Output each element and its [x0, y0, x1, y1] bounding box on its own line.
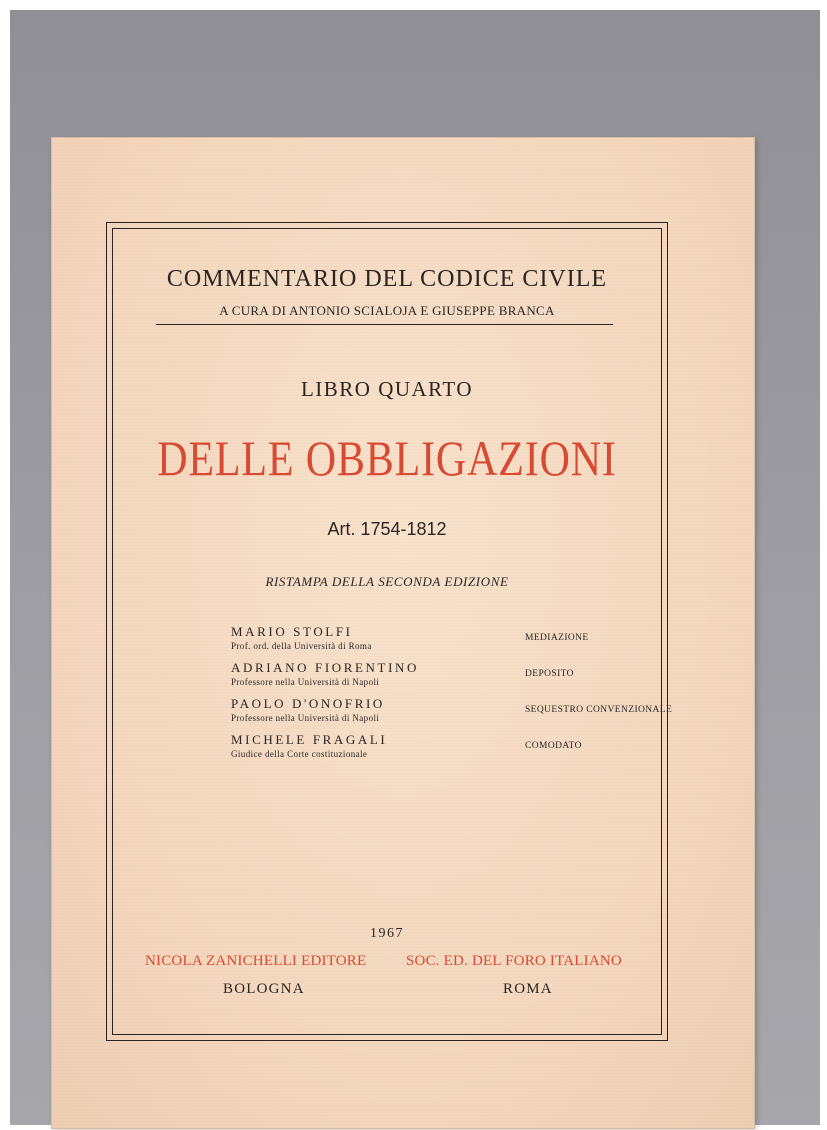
- edition-note: RISTAMPA DELLA SECONDA EDIZIONE: [265, 574, 509, 589]
- header-divider: [156, 324, 613, 325]
- series-title: COMMENTARIO DEL CODICE CIVILE: [166, 266, 608, 292]
- author-topic: COMODATO: [525, 741, 582, 751]
- author-entry: [231, 696, 673, 723]
- cover-frame: [106, 222, 673, 1041]
- author-topic: DEPOSITO: [525, 669, 574, 679]
- book-cover: [52, 138, 754, 1128]
- author-name: ADRIANO FIORENTINO: [231, 660, 419, 675]
- book-number: LIBRO QUARTO: [300, 377, 474, 401]
- author-affiliation: Professore nella Università di Napoli: [231, 677, 380, 687]
- author-affiliation: Professore nella Università di Napoli: [231, 713, 380, 723]
- author-name: PAOLO D'ONOFRIO: [231, 696, 385, 711]
- publisher-city: BOLOGNA: [223, 981, 305, 997]
- publisher-city: ROMA: [503, 981, 553, 997]
- author-entry: [231, 660, 574, 687]
- author-entry: [231, 732, 582, 759]
- author-entry: [231, 624, 589, 651]
- author-affiliation: Giudice della Corte costituzionale: [231, 749, 368, 759]
- main-title: DELLE OBBLIGAZIONI: [157, 430, 617, 486]
- article-range: Art. 1754-1812: [327, 519, 447, 539]
- publisher-name: SOC. ED. DEL FORO ITALIANO: [406, 953, 622, 969]
- publisher-name: NICOLA ZANICHELLI EDITORE: [145, 953, 367, 969]
- author-affiliation: Prof. ord. della Università di Roma: [231, 641, 372, 651]
- author-topic: MEDIAZIONE: [525, 633, 589, 643]
- series-editors: A CURA DI ANTONIO SCIALOJA E GIUSEPPE BRANCA: [219, 303, 555, 318]
- cover-frame-inner: [112, 228, 673, 1035]
- author-name: MARIO STOLFI: [231, 624, 353, 639]
- publication-year: 1967: [370, 926, 404, 941]
- author-topic: SEQUESTRO CONVENZIONALE: [525, 705, 673, 715]
- author-name: MICHELE FRAGALI: [231, 732, 388, 747]
